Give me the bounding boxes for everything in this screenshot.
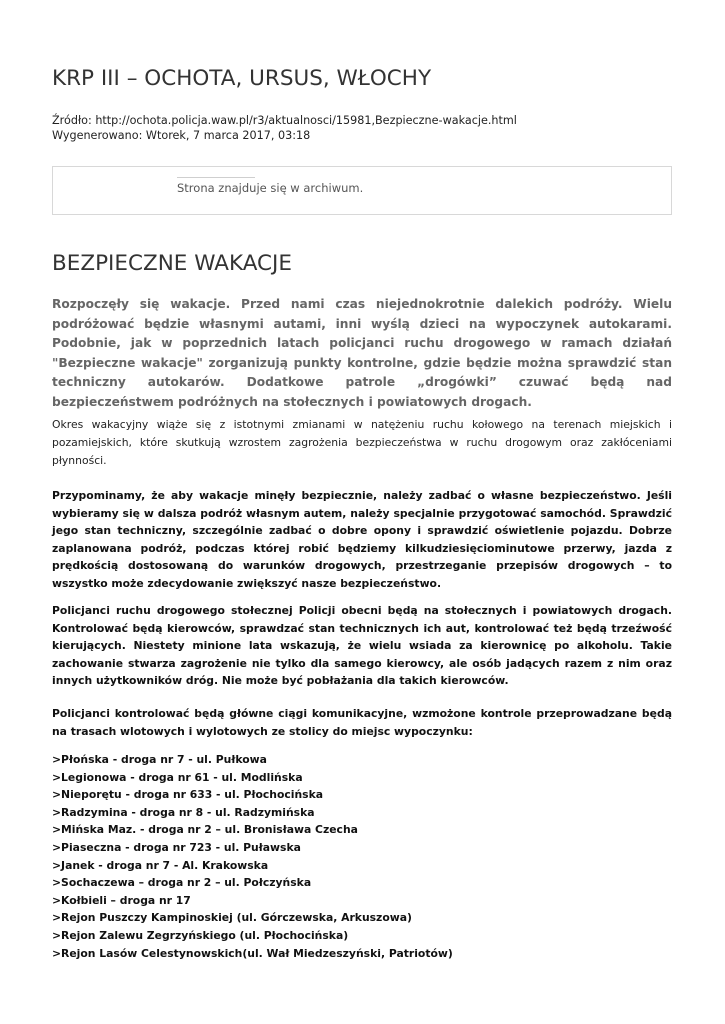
article-lead: Rozpoczęły się wakacje. Przed nami czas niejednokrotnie dalekich podróży. Wielu podróżować będzie własnymi autami, inni wyślą dzieci na wypoczynek autokarami. Podobnie, jak w poprzednich latach policjanci ruchu drogowego w ramach działań "Bezpieczne wakacje" zorganizują punkty kontrolne, gdzie będzie można sprawdzić stan techniczny autokarów. Dodatkowe patrole „drogówki” czuwać będą nad bezpieczeństwem podróżnych na stołecznych i powiatowych drogach. bbox=[52, 297, 672, 409]
article-paragraph-1: Przypominamy, że aby wakacje minęły bezpiecznie, należy zadbać o własne bezpieczeństwo. Jeśli wybieramy się w dalsza podróż własnym autem, należy specjalnie przygotować samochód. Sprawdzić jego stan techniczny, szczególnie zadbać o dobre opony i sprawdzić oświetlenie pojazdu. Dobrze zaplanowana podróż, podczas której robić będziemy kilkudziesięciominutowe przerwy, jazda z prędkością dostosowaną do warunków drogowych, przestrzeganie przepisów drogowych – to wszystko może zdecydowanie zwiększyć nasze bezpieczeństwo. bbox=[52, 489, 672, 590]
route-item: >Piaseczna - droga nr 723 - ul. Puławska bbox=[52, 840, 301, 854]
article-title: BEZPIECZNE WAKACJE bbox=[52, 251, 292, 276]
article-paragraph-3: Policjanci kontrolować będą główne ciągi komunikacyjne, wzmożone kontrole przeprowadzane będą na trasach wlotowych i wylotowych ze stolicy do miejsc wypoczynku: bbox=[52, 707, 672, 738]
route-item: >Kołbieli – droga nr 17 bbox=[52, 893, 191, 907]
route-item: >Radzymina - droga nr 8 - ul. Radzymińska bbox=[52, 805, 315, 819]
route-item: >Nieporętu - droga nr 633 - ul. Płochocińska bbox=[52, 788, 324, 802]
article-paragraph-2: Policjanci ruchu drogowego stołecznej Policji obecni będą na stołecznych i powiatowych drogach. Kontrolować będą kierowców, sprawdzać stan technicznych ich aut, kontrolować też będą trzeźwość kierujących. Niestety minione lata wskazują, że wielu wsiada za kierownicę po alkoholu. Takie zachowanie stwarza zagrożenie nie tylko dla samego kierowcy, ale osób jadących razem z nim oraz innych użytkowników dróg. Nie może być pobłażania dla takich kierowców. bbox=[52, 604, 672, 688]
route-item: >Rejon Lasów Celestynowskich(ul. Wał Miedzeszyński, Patriotów) bbox=[52, 946, 453, 960]
generated-line: Wygenerowano: Wtorek, 7 marca 2017, 03:18 bbox=[52, 129, 311, 142]
archive-divider bbox=[177, 177, 255, 178]
site-title: KRP III – OCHOTA, URSUS, WŁOCHY bbox=[52, 66, 432, 91]
route-item: >Legionowa - droga nr 61 - ul. Modlińska bbox=[52, 770, 303, 784]
document-meta bbox=[52, 113, 517, 143]
checkpoint-routes-list bbox=[52, 751, 453, 962]
archive-notice-box bbox=[52, 166, 672, 215]
archive-notice: Strona znajduje się w archiwum. bbox=[177, 181, 364, 195]
article-intro: Okres wakacyjny wiąże się z istotnymi zmianami w natężeniu ruchu kołowego na terenach miejskich i pozamiejskich, które skutkują wzrostem zagrożenia bezpieczeństwa w ruchu drogowym oraz zakłóceniami płynności. bbox=[52, 418, 672, 467]
route-item: >Mińska Maz. - droga nr 2 – ul. Bronisława Czecha bbox=[52, 823, 358, 837]
route-item: >Sochaczewa – droga nr 2 – ul. Połczyńska bbox=[52, 876, 312, 890]
route-item: >Janek - droga nr 7 - Al. Krakowska bbox=[52, 858, 269, 872]
route-item: >Płońska - droga nr 7 - ul. Pułkowa bbox=[52, 753, 267, 766]
source-line: Źródło: http://ochota.policja.waw.pl/r3/aktualnosci/15981,Bezpieczne-wakacje.html bbox=[52, 114, 517, 127]
route-item: >Rejon Puszczy Kampinoskiej (ul. Górczewska, Arkuszowa) bbox=[52, 911, 412, 925]
route-item: >Rejon Zalewu Zegrzyńskiego (ul. Płochocińska) bbox=[52, 928, 349, 942]
